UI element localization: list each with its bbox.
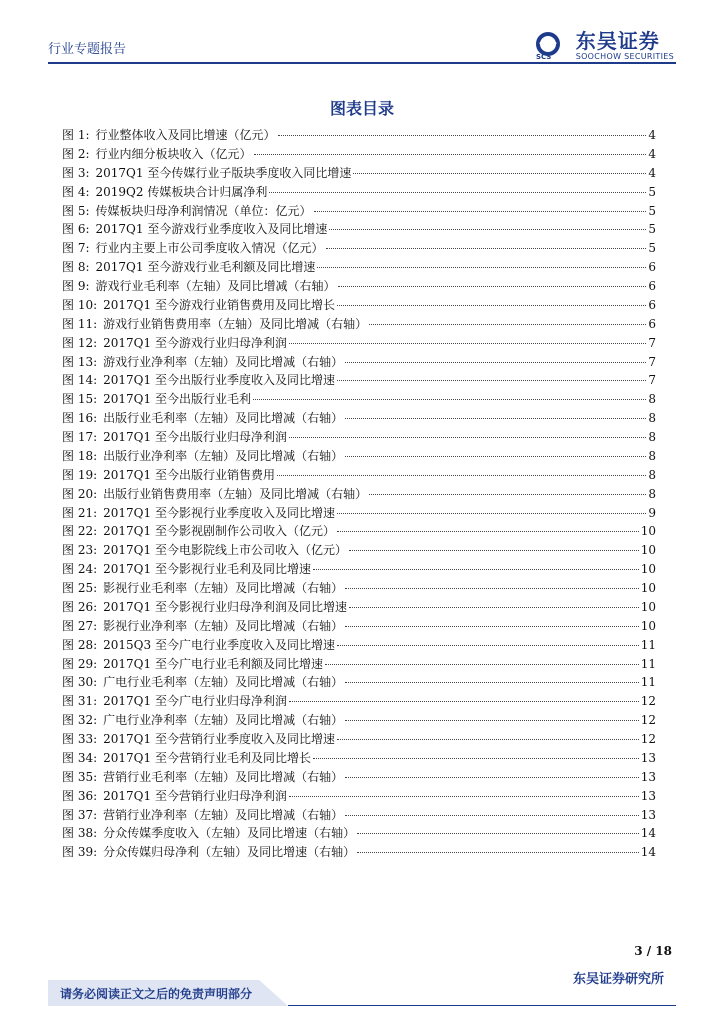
toc-entry-number: 图 6: [62, 222, 90, 237]
toc-leader-dots [326, 248, 647, 249]
toc-leader-dots [345, 456, 646, 457]
toc-entry-title: 分众传媒归母净利（左轴）及同比增速（右轴） [103, 845, 356, 860]
logo-english-name: SOOCHOW SECURITIES [575, 52, 674, 61]
toc-entry-page: 6 [648, 297, 656, 312]
toc-entry-page: 14 [640, 826, 656, 841]
toc-leader-dots [345, 720, 639, 721]
toc-leader-dots [345, 626, 639, 627]
toc-entry-page: 6 [648, 316, 656, 331]
toc-entry-number: 图 11: [62, 316, 98, 331]
toc-entry-number: 图 14: [62, 373, 98, 388]
toc-entry-page: 8 [648, 392, 656, 407]
toc-entry-number: 图 5: [62, 203, 90, 218]
toc-leader-dots [357, 833, 639, 834]
toc-entry-number: 图 4: [62, 184, 90, 199]
toc-entry-number: 图 9: [62, 279, 90, 293]
toc-entry-number: 图 10: [62, 297, 98, 312]
toc-entry-number: 图 23: [62, 543, 98, 558]
toc-entry-title: 传媒板块归母净利润情况（单位：亿元） [95, 203, 312, 218]
toc-entry-title: 游戏行业毛利率（左轴）及同比增减（右轴） [95, 279, 336, 293]
toc-leader-dots [337, 305, 646, 306]
toc-entry-title: 行业整体收入及同比增速（亿元） [95, 128, 276, 142]
toc-entry-title: 2017Q1 至今影视行业季度收入及同比增速 [103, 505, 335, 520]
toc-entry-title: 2017Q1 至今影视剧制作公司收入（亿元） [103, 524, 335, 539]
toc-leader-dots [254, 154, 647, 155]
toc-leader-dots [278, 135, 647, 136]
toc-leader-dots [345, 815, 639, 816]
toc-entry-number: 图 34: [62, 750, 98, 765]
toc-entry-number: 图 8: [62, 260, 90, 275]
toc-entry-page: 6 [648, 279, 656, 293]
toc-entry-number: 图 12: [62, 335, 98, 350]
toc-entry-page: 13 [640, 750, 656, 765]
toc-entry-title: 营销行业净利率（左轴）及同比增减（右轴） [103, 807, 344, 822]
toc-entry-page: 7 [648, 373, 656, 388]
toc-entry-number: 图 3: [62, 165, 90, 180]
footer-divider [288, 1005, 676, 1006]
toc-leader-dots [337, 513, 646, 514]
toc-leader-dots [337, 380, 646, 381]
logo-chinese-name: 东吴证券 [575, 29, 660, 53]
toc-entry-title: 分众传媒季度收入（左轴）及同比增速（右轴） [103, 826, 356, 841]
toc-entry-title: 2017Q1 至今出版行业归母净利润 [103, 430, 287, 444]
toc-entry-number: 图 33: [62, 732, 98, 746]
toc-entry-number: 图 37: [62, 807, 98, 822]
toc-leader-dots [289, 796, 639, 797]
toc-entry-page: 5 [648, 241, 656, 256]
toc-entry[interactable] [62, 806, 656, 825]
toc-leader-dots [349, 607, 639, 608]
toc-entry-title: 2017Q1 至今营销行业毛利及同比增长 [103, 750, 311, 765]
toc-entry-page: 11 [640, 675, 656, 690]
toc-entry[interactable] [62, 409, 656, 428]
toc-entry-number: 图 38: [62, 826, 98, 841]
toc-entry-page: 12 [640, 713, 656, 728]
toc-entry[interactable] [62, 258, 656, 277]
toc-entry[interactable] [62, 692, 656, 711]
toc-entry-title: 游戏行业净利率（左轴）及同比增减（右轴） [103, 354, 344, 369]
toc-entry-page: 8 [648, 467, 656, 482]
toc-entry-number: 图 17: [62, 430, 98, 444]
toc-entry-number: 图 2: [62, 146, 90, 161]
toc-entry[interactable] [62, 843, 656, 862]
toc-entry-title: 2017Q1 至今营销行业归母净利润 [103, 788, 287, 803]
toc-entry[interactable] [62, 371, 656, 390]
toc-entry-title: 2017Q1 至今营销行业季度收入及同比增速 [103, 732, 335, 746]
toc-entry-page: 14 [640, 845, 656, 860]
toc-entry-title: 2017Q1 至今传媒行业子版块季度收入同比增速 [95, 165, 352, 180]
disclaimer-notice: 请务必阅读正文之后的免责声明部分 [60, 987, 253, 1001]
toc-entry-number: 图 26: [62, 599, 98, 614]
report-type-label: 行业专题报告 [48, 42, 127, 57]
toc-leader-dots [338, 286, 647, 287]
toc-entry-number: 图 39: [62, 845, 98, 860]
toc-entry-title: 2017Q1 至今广电行业归母净利润 [103, 694, 287, 709]
toc-entry-number: 图 25: [62, 581, 98, 595]
toc-entry-title: 出版行业销售费用率（左轴）及同比增减（右轴） [103, 486, 368, 501]
toc-leader-dots [337, 531, 639, 532]
toc-entry[interactable] [62, 617, 656, 636]
toc-entry-title: 2019Q2 传媒板块合计归属净利 [95, 184, 268, 199]
toc-leader-dots [345, 777, 639, 778]
logo-swirl-icon [534, 32, 568, 60]
toc-entry-page: 4 [648, 165, 656, 180]
toc-entry[interactable] [62, 655, 656, 674]
toc-entry-page: 10 [640, 581, 656, 595]
toc-entry-title: 2017Q1 至今广电行业毛利额及同比增速 [103, 656, 323, 671]
toc-entry-number: 图 20: [62, 486, 98, 501]
toc-entry-page: 4 [648, 128, 656, 142]
toc-entry-number: 图 7: [62, 241, 90, 256]
logo-abbr: SCS [535, 53, 552, 60]
toc-entry-number: 图 36: [62, 788, 98, 803]
toc-leader-dots [345, 362, 646, 363]
toc-entry-title: 影视行业毛利率（左轴）及同比增减（右轴） [103, 581, 344, 595]
toc-entry-title: 行业内细分板块收入（亿元） [95, 146, 252, 161]
toc-list [62, 126, 656, 862]
toc-entry-title: 2015Q3 至今广电行业季度收入及同比增速 [103, 637, 335, 652]
toc-leader-dots [289, 343, 646, 344]
toc-entry-number: 图 31: [62, 694, 98, 709]
toc-entry-page: 5 [648, 184, 656, 199]
toc-entry-title: 2017Q1 至今电影院线上市公司收入（亿元） [103, 543, 347, 558]
toc-entry-title: 2017Q1 至今游戏行业归母净利润 [103, 335, 287, 350]
toc-entry[interactable] [62, 579, 656, 598]
toc-entry-page: 11 [640, 637, 656, 652]
toc-entry-number: 图 13: [62, 354, 98, 369]
toc-leader-dots [369, 494, 646, 495]
toc-entry-page: 7 [648, 354, 656, 369]
toc-entry-page: 13 [640, 807, 656, 822]
toc-entry[interactable] [62, 673, 656, 692]
toc-entry[interactable] [62, 145, 656, 164]
toc-entry-title: 2017Q1 至今影视行业归母净利润及同比增速 [103, 599, 347, 614]
toc-entry-title: 2017Q1 至今游戏行业销售费用及同比增长 [103, 297, 335, 312]
toc-leader-dots [345, 682, 639, 683]
toc-leader-dots [345, 588, 639, 589]
toc-entry-number: 图 21: [62, 505, 98, 520]
toc-entry-page: 8 [648, 430, 656, 444]
toc-entry-number: 图 35: [62, 769, 98, 784]
toc-entry-title: 行业内主要上市公司季度收入情况（亿元） [95, 241, 324, 256]
company-logo [534, 30, 674, 62]
toc-entry-title: 2017Q1 至今出版行业季度收入及同比增速 [103, 373, 335, 388]
toc-entry-number: 图 19: [62, 467, 98, 482]
toc-entry-page: 13 [640, 769, 656, 784]
toc-entry-number: 图 15: [62, 392, 98, 407]
toc-entry-page: 6 [648, 260, 656, 275]
toc-entry[interactable] [62, 183, 656, 202]
toc-entry-title: 出版行业净利率（左轴）及同比增减（右轴） [103, 448, 344, 463]
toc-leader-dots [313, 758, 639, 759]
toc-entry-number: 图 32: [62, 713, 98, 728]
toc-entry-page: 12 [640, 732, 656, 746]
toc-entry-title: 出版行业毛利率（左轴）及同比增减（右轴） [103, 411, 344, 426]
toc-leader-dots [345, 418, 646, 419]
page-number: 3 / 18 [634, 944, 672, 958]
toc-leader-dots [349, 550, 639, 551]
toc-entry-page: 5 [648, 222, 656, 237]
toc-entry-number: 图 28: [62, 637, 98, 652]
toc-entry-number: 图 22: [62, 524, 98, 539]
toc-title: 图表目录 [329, 99, 394, 118]
toc-leader-dots [329, 229, 646, 230]
toc-leader-dots [289, 437, 646, 438]
toc-entry-title: 影视行业净利率（左轴）及同比增减（右轴） [103, 618, 344, 633]
toc-entry[interactable] [62, 315, 656, 334]
toc-entry-title: 游戏行业销售费用率（左轴）及同比增减（右轴） [103, 316, 368, 331]
toc-entry[interactable] [62, 730, 656, 749]
toc-leader-dots [317, 267, 646, 268]
toc-entry-number: 图 16: [62, 411, 98, 426]
toc-entry[interactable] [62, 768, 656, 787]
toc-entry[interactable] [62, 636, 656, 655]
toc-entry-title: 2017Q1 至今游戏行业季度收入及同比增速 [95, 222, 328, 237]
toc-entry-title: 2017Q1 至今游戏行业毛利额及同比增速 [95, 260, 316, 275]
toc-entry-page: 10 [640, 524, 656, 539]
toc-entry[interactable] [62, 277, 656, 296]
toc-entry[interactable] [62, 126, 656, 145]
toc-leader-dots [253, 399, 646, 400]
toc-entry-page: 8 [648, 448, 656, 463]
toc-entry-page: 8 [648, 486, 656, 501]
toc-entry-title: 2017Q1 至今出版行业毛利 [103, 392, 251, 407]
toc-entry-page: 10 [640, 618, 656, 633]
toc-entry-number: 图 24: [62, 562, 98, 577]
toc-leader-dots [269, 192, 646, 193]
toc-entry[interactable] [62, 353, 656, 372]
toc-entry-page: 10 [640, 543, 656, 558]
toc-entry-page: 13 [640, 788, 656, 803]
toc-leader-dots [369, 324, 646, 325]
toc-entry[interactable] [62, 428, 656, 447]
toc-entry[interactable] [62, 711, 656, 730]
toc-leader-dots [277, 475, 646, 476]
toc-entry-number: 图 1: [62, 128, 90, 142]
toc-entry-page: 10 [640, 599, 656, 614]
toc-entry-page: 12 [640, 694, 656, 709]
header-divider [48, 62, 676, 64]
toc-leader-dots [337, 739, 639, 740]
toc-entry[interactable] [62, 598, 656, 617]
toc-entry-title: 2017Q1 至今影视行业毛利及同比增速 [103, 562, 311, 577]
toc-entry-page: 9 [648, 505, 656, 520]
toc-entry-number: 图 29: [62, 656, 98, 671]
toc-entry[interactable] [62, 447, 656, 466]
toc-entry-number: 图 27: [62, 618, 98, 633]
toc-entry[interactable] [62, 202, 656, 221]
toc-entry[interactable] [62, 296, 656, 315]
toc-entry[interactable] [62, 504, 656, 523]
toc-entry-page: 10 [640, 562, 656, 577]
toc-entry-page: 5 [648, 203, 656, 218]
toc-entry-page: 4 [648, 146, 656, 161]
toc-entry-page: 7 [648, 335, 656, 350]
toc-entry[interactable] [62, 787, 656, 806]
toc-entry[interactable] [62, 466, 656, 485]
toc-leader-dots [353, 173, 646, 174]
toc-leader-dots [313, 569, 639, 570]
toc-leader-dots [289, 701, 639, 702]
toc-entry-title: 广电行业毛利率（左轴）及同比增减（右轴） [103, 675, 344, 690]
toc-leader-dots [325, 664, 639, 665]
toc-leader-dots [357, 852, 639, 853]
toc-entry[interactable] [62, 239, 656, 258]
toc-entry[interactable] [62, 334, 656, 353]
toc-entry[interactable] [62, 164, 656, 183]
toc-entry-title: 营销行业毛利率（左轴）及同比增减（右轴） [103, 769, 344, 784]
research-institute-name: 东吴证券研究所 [572, 972, 664, 987]
toc-entry[interactable] [62, 220, 656, 239]
toc-entry-number: 图 18: [62, 448, 98, 463]
toc-entry-title: 广电行业净利率（左轴）及同比增减（右轴） [103, 713, 344, 728]
toc-entry[interactable] [62, 522, 656, 541]
toc-entry-number: 图 30: [62, 675, 98, 690]
toc-entry-page: 11 [640, 656, 656, 671]
toc-entry[interactable] [62, 824, 656, 843]
toc-entry-title: 2017Q1 至今出版行业销售费用 [103, 467, 275, 482]
toc-entry-page: 8 [648, 411, 656, 426]
toc-leader-dots [337, 645, 639, 646]
toc-entry[interactable] [62, 485, 656, 504]
toc-leader-dots [314, 211, 647, 212]
toc-entry[interactable] [62, 560, 656, 579]
toc-entry[interactable] [62, 749, 656, 768]
toc-entry[interactable] [62, 541, 656, 560]
toc-entry[interactable] [62, 390, 656, 409]
